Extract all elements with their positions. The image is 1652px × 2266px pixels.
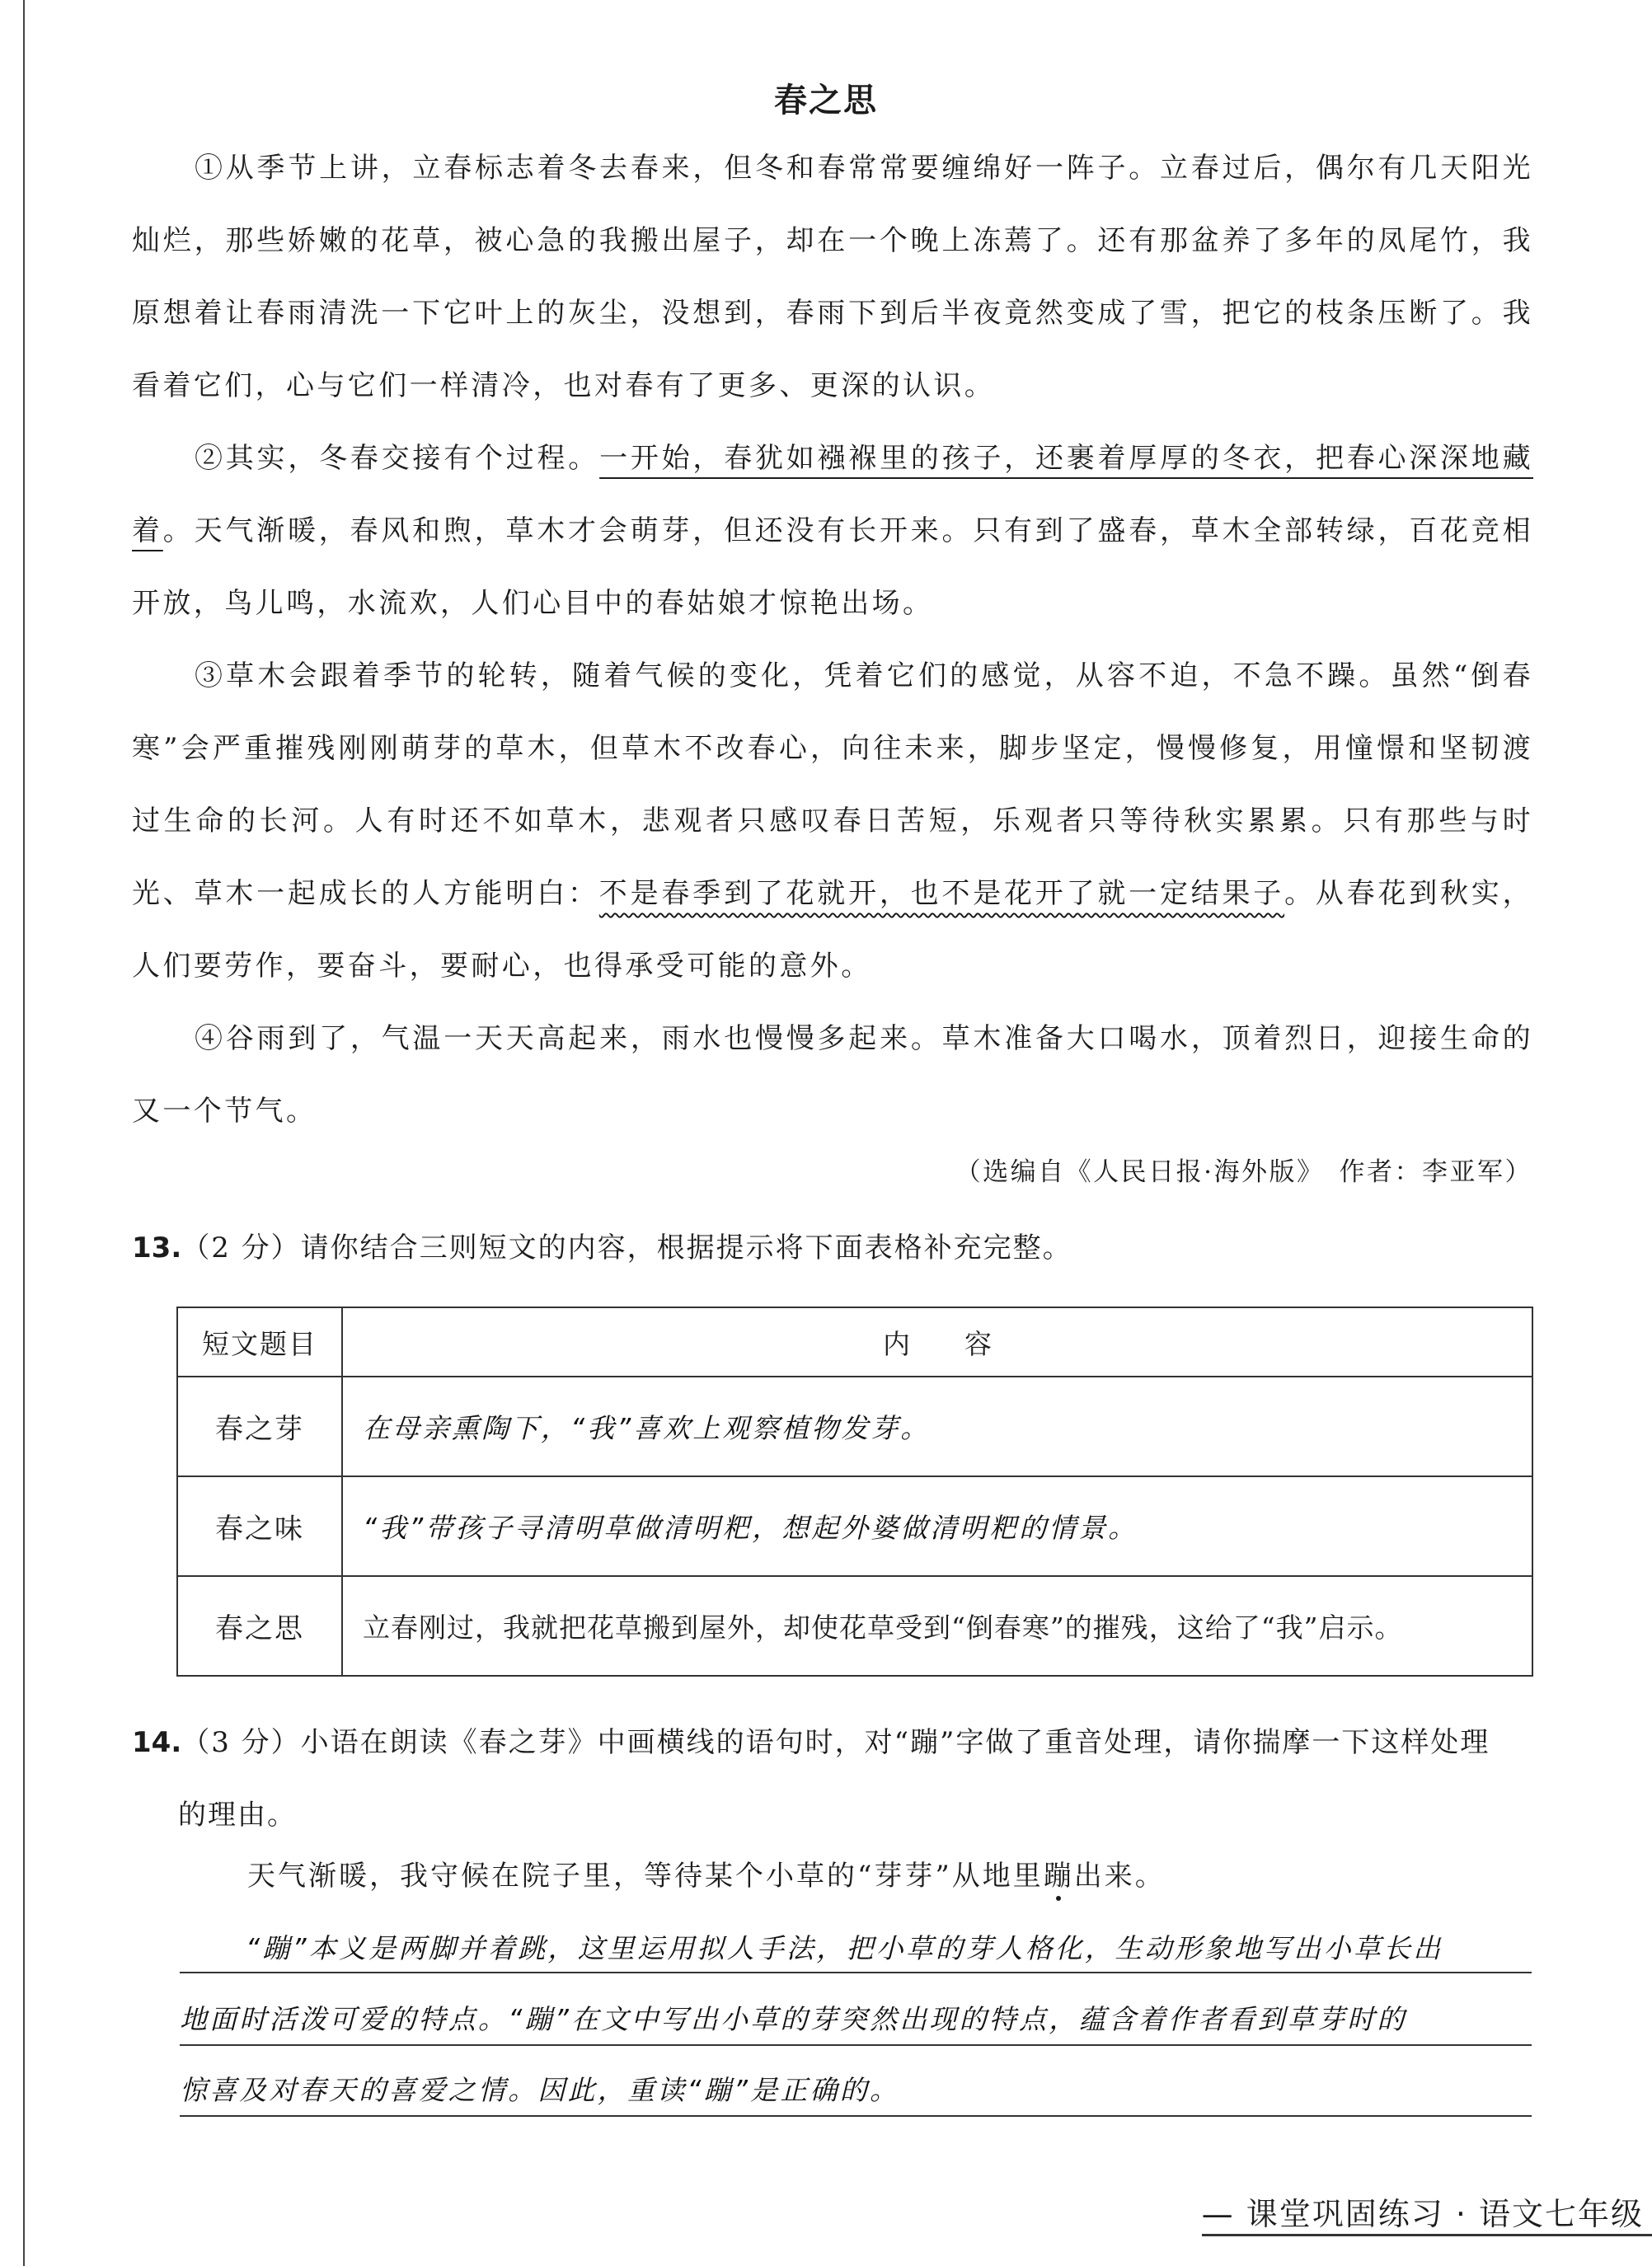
table-cell-title: 春之芽 <box>177 1377 342 1476</box>
answer-line[interactable] <box>180 2115 1532 2117</box>
paragraph-3-rest: 。从春花到秋实，人们要劳作，要奋斗，要耐心，也得承受可能的意外。 <box>132 877 1533 983</box>
paragraph-3 <box>132 640 1533 1002</box>
question-14-text: （3 分）小语在朗读《春之芽》中画横线的语句时，对“蹦”字做了重音处理，请你揣摩一下这样处理 <box>181 1726 1490 1759</box>
binding-line <box>23 0 25 2266</box>
answer-text-line: 地面时活泼可爱的特点。“蹦”在文中写出小草的芽突然出现的特点，蕴含着作者看到草芽时的 <box>180 2003 1407 2035</box>
question-14 <box>132 1706 1533 1851</box>
example-after: 出来。 <box>1073 1860 1166 1893</box>
example-before: 天气渐暖，我守候在院子里，等待某个小草的“芽芽”从地里 <box>247 1860 1044 1893</box>
table-header-row <box>177 1307 1532 1377</box>
underlined-sentence: 一开始，春犹如襁褓里的孩子，还裹着厚厚的冬衣，把春心深深地藏着 <box>132 442 1533 547</box>
wavy-underlined-sentence: 不是春季到了花就开，也不是花开了就一定结果子 <box>598 877 1285 910</box>
question-13 <box>132 1225 1072 1265</box>
paragraph-4: ④谷雨到了，气温一天天高起来，雨水也慢慢多起来。草木准备大口喝水，顶着烈日，迎接生命的又一个节气。 <box>132 1022 1533 1128</box>
paragraph-2 <box>132 422 1533 640</box>
answer-line[interactable] <box>180 1972 1532 1973</box>
question-13-text: （2 分）请你结合三则短文的内容，根据提示将下面表格补充完整。 <box>181 1232 1072 1264</box>
table-cell-content[interactable]: “我”带孩子寻清明草做清明粑，想起外婆做清明粑的情景。 <box>342 1476 1532 1576</box>
emphasis-dot-char: 蹦 <box>1043 1860 1074 1893</box>
table-cell-content[interactable]: 在母亲熏陶下，“我”喜欢上观察植物发芽。 <box>342 1377 1532 1476</box>
table-cell-content[interactable]: 立春刚过，我就把花草搬到屋外，却使花草受到“倒春寒”的摧残，这给了“我”启示。 <box>342 1576 1532 1676</box>
table-cell-title: 春之味 <box>177 1476 342 1576</box>
paragraph-1: ①从季节上讲，立春标志着冬去春来，但冬和春常常要缠绵好一阵子。立春过后，偶尔有几天阳光灿烂，那些娇嫩的花草，被心急的我搬出屋子，却在一个晚上冻蔫了。还有那盆养了多年的凤尾竹，我原想着让春雨清洗一下它叶上的灰尘，没想到，春雨下到后半夜竟然变成了雪，把它的枝条压断了。我看着它们，心与它们一样清冷，也对春有了更多、更深的认识。 <box>132 152 1533 402</box>
summary-table <box>176 1307 1533 1677</box>
answer-text-line: “蹦”本义是两脚并着跳，这里运用拟人手法，把小草的芽人格化，生动形象地写出小草长出 <box>246 1932 1443 1964</box>
answer-text-line: 惊喜及对春天的喜爱之情。因此，重读“蹦”是正确的。 <box>180 2074 900 2106</box>
question-14-text-cont: 的理由。 <box>178 1799 297 1832</box>
page-footer: — 课堂巩固练习 · 语文七年级 <box>1202 2189 1652 2236</box>
table-header-content: 内 容 <box>342 1307 1532 1377</box>
table-header-title: 短文题目 <box>177 1307 342 1377</box>
paragraph-3-lead: ③草木会跟着季节的轮转，随着气候的变化，凭着它们的感觉，从容不迫，不急不躁。虽然“倒春寒”会严重摧残刚刚萌芽的草木，但草木不改春心，向往未来，脚步坚定，慢慢修复，用憧憬和坚韧渡过生命的长河。人有时还不如草木，悲观者只感叹春日苦短，乐观者只等待秋实累累。只有那些与时光、草木一起成长的人方能明白： <box>132 659 1533 910</box>
paragraph-2-lead: ②其实，冬春交接有个过程。 <box>195 442 600 475</box>
table-cell-title: 春之思 <box>177 1576 342 1676</box>
paragraph-2-rest: 。天气渐暖，春风和煦，草木才会萌芽，但还没有长开来。只有到了盛春，草木全部转绿，百花竞相开放，鸟儿鸣，水流欢，人们心目中的春姑娘才惊艳出场。 <box>132 514 1533 620</box>
table-row <box>177 1476 1532 1576</box>
example-sentence <box>247 1853 1166 1893</box>
article-source: （选编自《人民日报·海外版》 作者：李亚军） <box>955 1157 1532 1187</box>
question-14-number: 14. <box>132 1726 182 1759</box>
answer-line[interactable] <box>180 2044 1532 2046</box>
table-row <box>177 1576 1532 1676</box>
article-title: 春之思 <box>774 82 878 120</box>
table-row <box>177 1377 1532 1476</box>
article-body <box>132 132 1533 1147</box>
question-13-number: 13. <box>132 1232 182 1264</box>
